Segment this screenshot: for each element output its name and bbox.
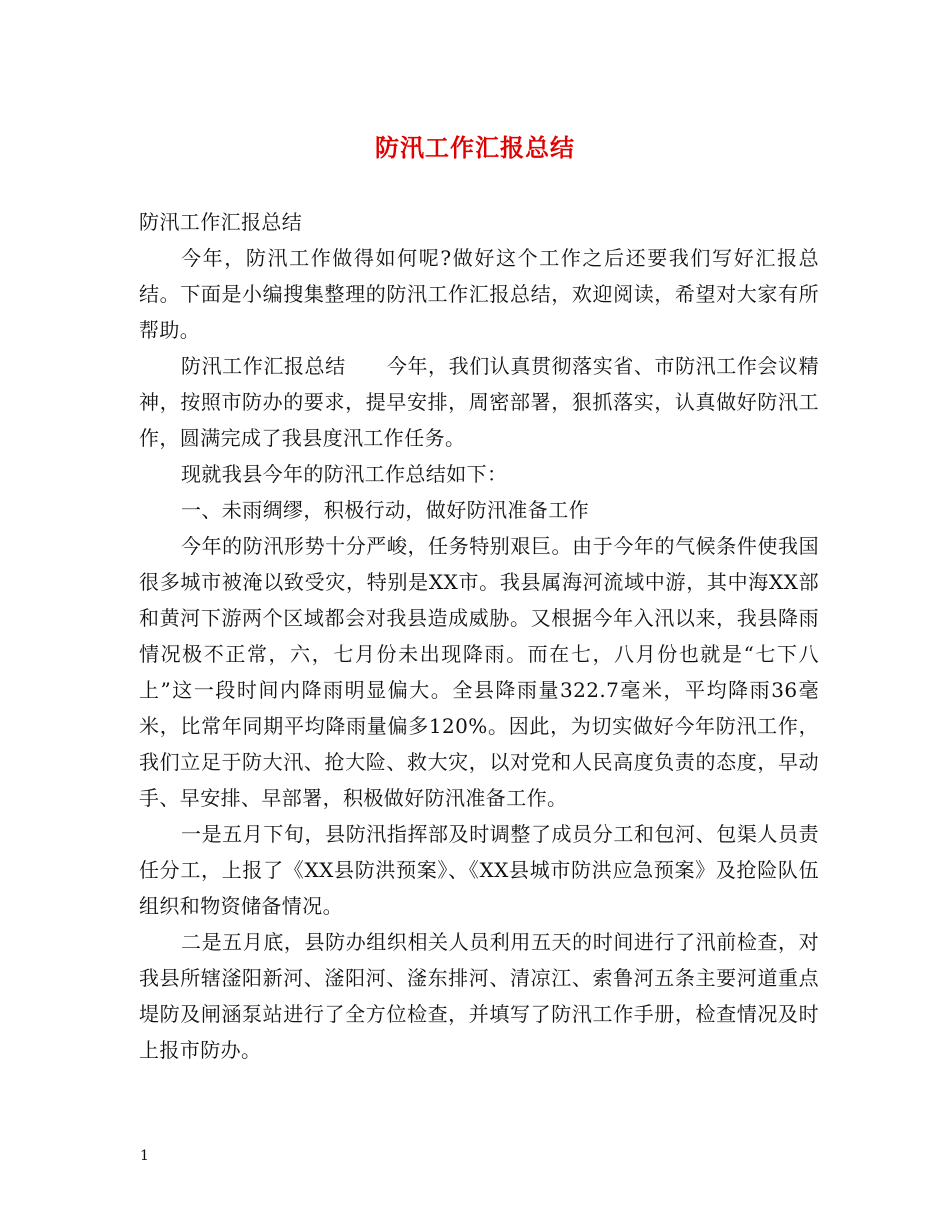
document-title: 防汛工作汇报总结 <box>375 133 575 162</box>
paragraph-intro: 今年，防汛工作做得如何呢?做好这个工作之后还要我们写好汇报总结。下面是小编搜集整理的防汛工作汇报总结，欢迎阅读，希望对大家有所帮助。 <box>139 246 819 342</box>
section-heading-1: 一、未雨绸缪，积极行动，做好防汛准备工作 <box>181 498 589 522</box>
paragraph-situation: 今年的防汛形势十分严峻，任务特别艰巨。由于今年的气候条件使我国很多城市被淹以致受灾，特别是XX市。我县属海河流域中游，其中海XX部和黄河下游两个区域都会对我县造成威胁。又根据今年入汛以来，我县降雨情况极不正常，六，七月份未出现降雨。而在七，八月份也就是“七下八上”这一段时间内降雨明显偏大。全县降雨量322.7毫米，平均降雨36毫米，比常年同期平均降雨量偏多120%。因此，为切实做好今年防汛工作，我们立足于防大汛、抢大险、救大灾，以对党和人民高度负责的态度，早动手、早安排、早部署，积极做好防汛准备工作。 <box>139 534 819 810</box>
paragraph-item-2: 二是五月底，县防办组织相关人员利用五天的时间进行了汛前检查，对我县所辖滏阳新河、滏阳河、滏东排河、清凉江、索鲁河五条主要河道重点堤防及闸涵泵站进行了全方位检查，并填写了防汛工作手册，检查情况及时上报市防办。 <box>139 930 819 1062</box>
paragraph-item-1: 一是五月下旬，县防汛指挥部及时调整了成员分工和包河、包渠人员责任分工，上报了《XX县防洪预案》、《XX县城市防洪应急预案》及抢险队伍组织和物资储备情况。 <box>139 822 819 918</box>
paragraph-subtitle: 防汛工作汇报总结 <box>139 210 303 234</box>
page-number: 1 <box>140 1148 149 1164</box>
paragraph-overview: 防汛工作汇报总结 今年，我们认真贯彻落实省、市防汛工作会议精神，按照市防办的要求，提早安排，周密部署，狠抓落实，认真做好防汛工作，圆满完成了我县度汛工作任务。 <box>139 354 819 450</box>
document-body <box>139 204 819 1068</box>
paragraph-summary-lead: 现就我县今年的防汛工作总结如下： <box>181 462 508 486</box>
